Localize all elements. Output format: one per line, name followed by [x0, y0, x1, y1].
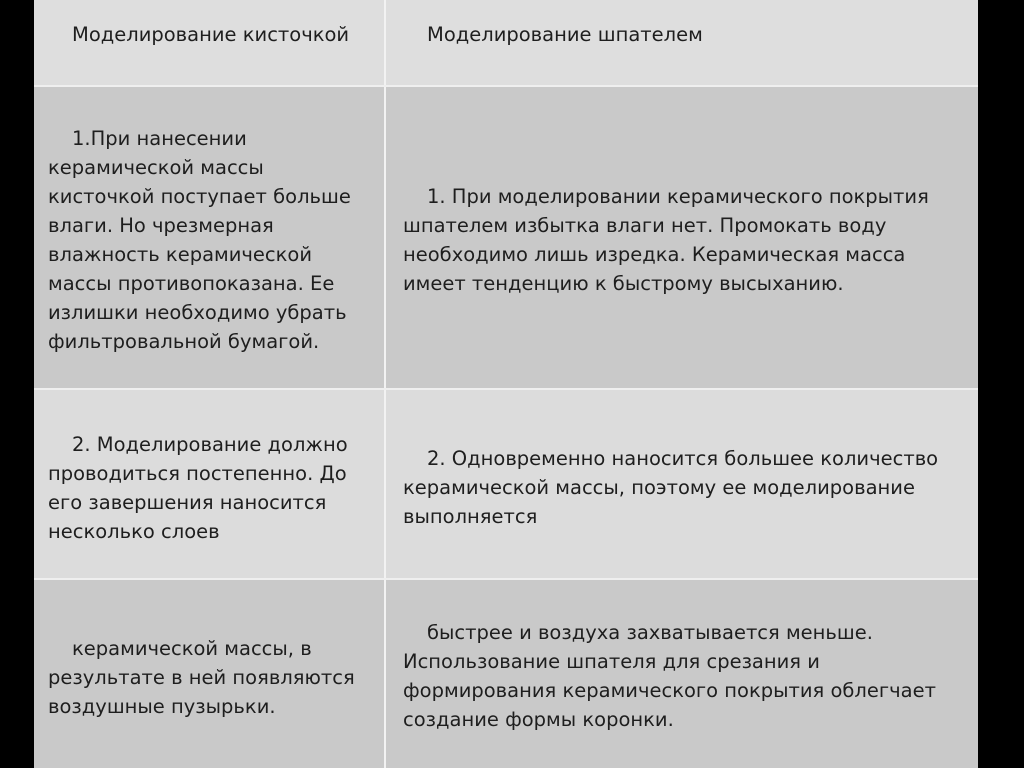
comparison-table: [34, 0, 978, 768]
header-spatula-label: Моделирование шпателем: [427, 23, 703, 46]
header-brush-label: Моделирование кисточкой: [72, 23, 350, 46]
cell-text: 1. При моделировании керамического покрытия шпателем избытка влаги нет. Промокать воду необходимо лишь изредка. Керамическая масса имеет тенденцию к быстрому высыханию.: [403, 185, 929, 295]
table-row: [34, 388, 978, 578]
cell-text: керамической массы, в результате в ней появляются воздушные пузырьки.: [48, 637, 355, 718]
table-row: [34, 578, 978, 768]
table-header-row: [34, 0, 978, 85]
table-cell-spatula: [386, 390, 978, 578]
table-cell-brush: [34, 87, 386, 388]
cell-text: быстрее и воздуха захватывается меньше. Использование шпателя для срезания и формирования керамического покрытия облегчает создание формы коронки.: [403, 621, 936, 731]
table-cell-spatula: [386, 580, 978, 768]
cell-text: 2. Одновременно наносится большее количество керамической массы, поэтому ее моделирование выполняется: [403, 447, 939, 528]
cell-text: 1.При нанесении керамической массы кисточкой поступает больше влаги. Но чрезмерная влажность керамической массы противопоказана. Ее излишки необходимо убрать фильтровальной бумагой.: [48, 127, 351, 353]
header-cell-spatula: [386, 0, 978, 85]
table-cell-brush: [34, 580, 386, 768]
table-row: [34, 85, 978, 388]
header-cell-brush: [34, 0, 386, 85]
table-cell-brush: [34, 390, 386, 578]
cell-text: 2. Моделирование должно проводиться постепенно. До его завершения наносится несколько слоев: [48, 433, 348, 543]
table-cell-spatula: [386, 87, 978, 388]
